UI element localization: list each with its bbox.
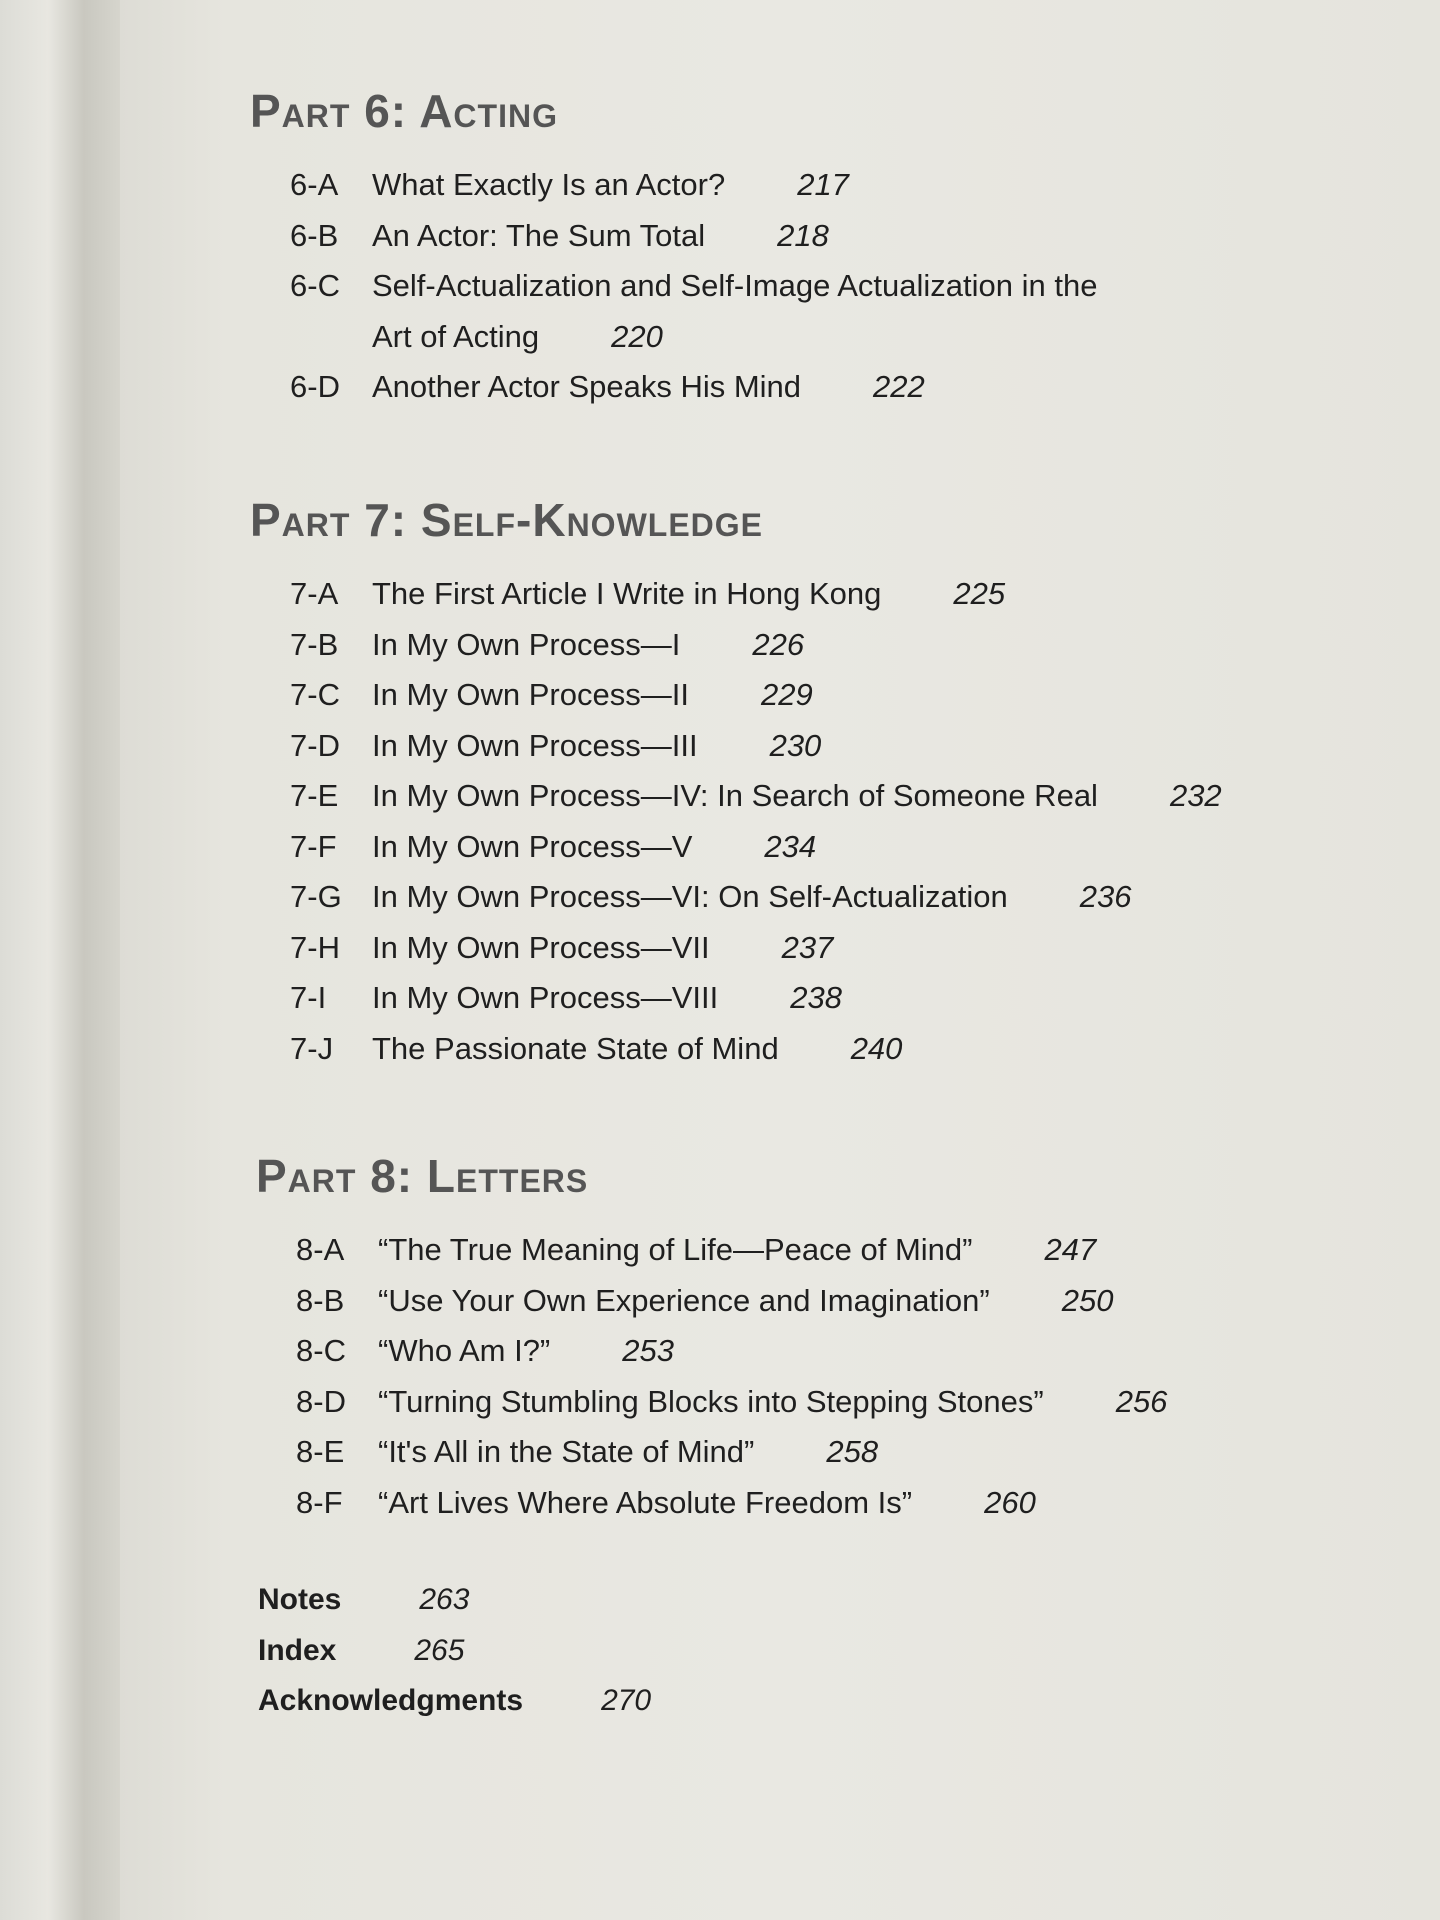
entry-page-number: 258 [826,1434,879,1469]
entry-page-number: 253 [622,1333,674,1368]
entry-title: “Turning Stumbling Blocks into Stepping Stones” [378,1383,1044,1419]
entry-title: The First Article I Write in Hong Kong [372,576,882,611]
part-title: Part 6: Acting [250,85,558,137]
toc-backmatter [258,1575,651,1727]
entry-code: 8-A [296,1232,345,1267]
entry-code: 7-J [290,1030,334,1066]
entry-page-number: 217 [797,167,849,202]
toc-entry[interactable] [290,973,1222,1024]
toc-part-8 [256,1150,1168,1528]
entry-title: In My Own Process—IV: In Search of Someone Real [372,778,1098,813]
entry-page-number: 229 [760,677,813,712]
entry-page-number: 232 [1169,778,1222,813]
entry-title: In My Own Process—II [372,677,689,712]
entry-code: 7-D [290,727,340,763]
entry-code: 8-C [296,1333,346,1368]
entry-code: 8-F [296,1484,343,1520]
toc-entry[interactable] [290,211,1097,262]
entry-title: “Use Your Own Experience and Imagination” [378,1282,990,1318]
entry-title: In My Own Process—VI: On Self-Actualization [372,879,1008,914]
toc-entry[interactable] [290,670,1222,721]
entry-title-continued: Art of Acting [372,318,540,354]
entry-code: 7-F [290,828,337,864]
book-gutter [0,0,120,1920]
toc-part-6 [250,85,1098,413]
toc-entry[interactable] [290,1024,1222,1075]
entry-title: “Who Am I?” [378,1333,551,1368]
entry-page-number: 234 [764,828,817,864]
entry-code: 6-D [290,369,340,404]
entry-title: In My Own Process—VII [372,929,710,965]
entry-title: “The True Meaning of Life—Peace of Mind” [378,1232,973,1267]
entry-page-number: 226 [752,626,805,662]
toc-entry[interactable] [290,923,1222,974]
toc-entry[interactable] [296,1427,1167,1478]
toc-entry[interactable] [290,620,1222,671]
part-title: Part 7: Self-Knowledge [250,494,764,546]
toc-entry[interactable] [290,771,1222,822]
toc-entry[interactable] [296,1478,1167,1529]
toc-entry[interactable] [296,1276,1167,1327]
entry-code: 8-B [296,1282,345,1318]
toc-entry[interactable] [290,822,1222,873]
entry-page-number: 263 [419,1583,470,1616]
entry-title: “It's All in the State of Mind” [378,1434,755,1469]
entry-title: Another Actor Speaks His Mind [372,369,802,404]
entry-list [296,1225,1167,1528]
entry-code: 6-A [290,167,339,202]
entry-code: 7-H [290,929,340,965]
toc-entry[interactable] [290,721,1222,772]
entry-page-number: 220 [611,318,663,354]
entry-page-number: 230 [769,727,822,763]
toc-entry[interactable] [296,1225,1167,1276]
entry-code: 6-B [290,217,339,253]
toc-part-7 [250,494,1222,1074]
entry-page-number: 238 [790,980,842,1015]
entry-code: 7-A [290,576,339,611]
entry-title: Index [258,1633,337,1667]
toc-entry[interactable] [296,1326,1167,1377]
toc-entry[interactable] [290,362,1097,413]
entry-code: 7-C [290,677,340,712]
entry-code: 7-G [290,879,342,914]
entry-code: 7-B [290,626,339,662]
entry-page-number: 222 [873,369,925,404]
entry-code: 6-C [290,268,340,303]
toc-entry[interactable] [290,160,1097,211]
toc-entry-continuation[interactable] [290,312,1097,363]
entry-title: In My Own Process—V [372,828,693,864]
entry-page-number: 225 [953,576,1006,611]
entry-page-number: 237 [781,929,834,965]
toc-entry[interactable] [296,1377,1167,1428]
entry-code: 7-E [290,778,339,813]
entry-title: In My Own Process—III [372,727,698,763]
toc-entry[interactable] [290,872,1222,923]
entry-title: What Exactly Is an Actor? [372,167,726,202]
entry-title: Notes [258,1583,342,1616]
entry-page-number: 270 [601,1684,652,1717]
entry-page-number: 247 [1044,1232,1097,1267]
entry-title: In My Own Process—I [372,626,681,662]
entry-code: 7-I [290,980,327,1015]
part-title: Part 8: Letters [256,1150,589,1202]
toc-entry-index[interactable] [258,1626,651,1677]
entry-code: 8-D [296,1383,346,1419]
entry-code: 8-E [296,1434,345,1469]
entry-title: Acknowledgments [258,1684,524,1717]
entry-title: “Art Lives Where Absolute Freedom Is” [378,1484,913,1520]
entry-title: An Actor: The Sum Total [372,217,706,253]
entry-list [290,569,1222,1074]
entry-title: In My Own Process—VIII [372,980,719,1015]
toc-entry-acknowledgments[interactable] [258,1676,651,1727]
toc-entry[interactable] [290,569,1222,620]
entry-list [290,160,1097,413]
entry-page-number: 236 [1079,879,1132,914]
entry-title: Self-Actualization and Self-Image Actualization in the [372,268,1098,303]
entry-page-number: 260 [984,1484,1036,1520]
toc-entry[interactable] [290,261,1097,312]
entry-page-number: 265 [414,1633,465,1667]
entry-page-number: 256 [1115,1383,1168,1419]
toc-entry-notes[interactable] [258,1575,651,1626]
entry-title: The Passionate State of Mind [372,1030,779,1066]
entry-page-number: 250 [1061,1282,1114,1318]
entry-page-number: 218 [777,217,829,253]
entry-page-number: 240 [850,1030,903,1066]
